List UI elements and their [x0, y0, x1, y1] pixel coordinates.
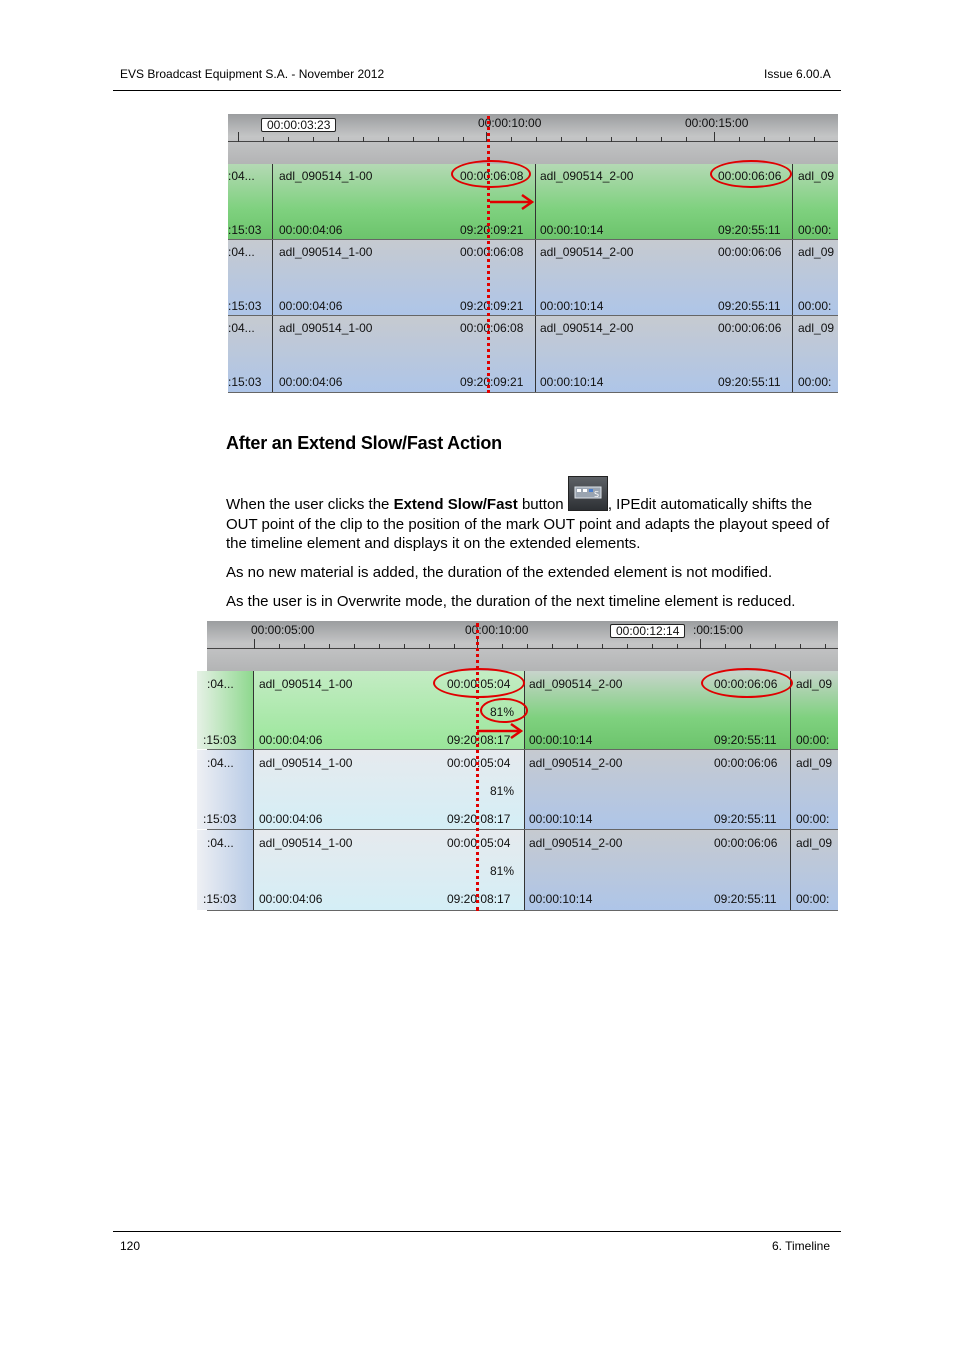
current-time-box[interactable]: 00:00:12:14 — [610, 624, 685, 638]
clip-name: adl_090514_2-00 — [540, 321, 634, 335]
timeline-clip-2[interactable] — [524, 830, 791, 910]
clip-duration: 00:00:06:06 — [714, 756, 778, 770]
clip-tc-out: 09:20:08:17 — [447, 812, 511, 826]
video-track — [203, 830, 838, 911]
clip-duration: 00:00:06:06 — [718, 321, 782, 335]
clip-tc-in: 00:00:04:06 — [259, 733, 323, 747]
clip-name: adl_090514_2-00 — [540, 169, 634, 183]
clip-tc-out: 09:20:08:17 — [447, 733, 511, 747]
next-clip[interactable]: adl_09 00:00: — [790, 671, 851, 749]
ruler-label: 00:00:05:00 — [251, 623, 315, 637]
clip-duration: 00:00:06:06 — [718, 245, 782, 259]
clip-tc-in: 00:00:10:14 — [529, 733, 593, 747]
timeline-figure-after — [203, 621, 838, 911]
ruler-label: 00:00:10:00 — [478, 116, 542, 130]
clip-duration: 00:00:06:06 — [714, 677, 778, 691]
clip-tc-in: 00:00:10:14 — [529, 892, 593, 906]
clip-tc-in: 00:00:04:06 — [279, 223, 343, 237]
clip-name: adl_090514_2-00 — [529, 836, 623, 850]
timeline-ruler — [228, 114, 838, 164]
clip-duration: 00:00:06:08 — [460, 321, 524, 335]
highlight-ring — [433, 668, 525, 698]
next-clip[interactable]: adl_09 00:00: — [792, 164, 853, 239]
timeline-clip-2[interactable] — [535, 316, 793, 392]
footer-chapter: 6. Timeline — [772, 1239, 831, 1253]
clip-tc-out: 09:20:09:21 — [460, 299, 524, 313]
clip-tc-out: 09:20:09:21 — [460, 223, 524, 237]
clip-duration: 00:00:06:06 — [714, 836, 778, 850]
clip-name: adl_090514_2-00 — [529, 756, 623, 770]
mark-out-cursor — [487, 116, 490, 393]
clip-tc-in: 00:00:10:14 — [540, 299, 604, 313]
clip-duration: 00:00:06:08 — [460, 245, 524, 259]
next-clip[interactable]: adl_09 00:00: — [792, 240, 853, 315]
clip-tc-in: 00:00:04:06 — [279, 375, 343, 389]
header-company: EVS Broadcast Equipment S.A. - November 2012 — [120, 67, 385, 81]
highlight-ring — [480, 698, 528, 723]
timeline-clip-1-extended[interactable] — [253, 830, 525, 910]
previous-clip[interactable]: :04... :15:03 — [228, 169, 262, 237]
shift-arrow-icon — [488, 192, 538, 212]
video-track — [203, 750, 838, 830]
clip-tc-in: 00:00:04:06 — [259, 812, 323, 826]
clip-tc-out: 09:20:09:21 — [460, 375, 524, 389]
clip-name: adl_090514_1-00 — [279, 245, 373, 259]
previous-clip[interactable]: :04... :15:03 — [197, 671, 253, 749]
ruler-label: 00:00:10:00 — [465, 623, 529, 637]
timeline-clip-1[interactable] — [272, 240, 535, 315]
clip-name: adl_090514_1-00 — [259, 756, 353, 770]
clip-duration: 00:00:05:04 — [447, 756, 511, 770]
timeline-clip-1[interactable] — [272, 316, 535, 392]
highlight-ring — [451, 160, 531, 188]
clip-tc-in: 00:00:10:14 — [540, 223, 604, 237]
clip-tc-out: 09:20:55:11 — [714, 812, 777, 826]
svg-text:S: S — [593, 490, 599, 499]
clip-tc-out: 09:20:08:17 — [447, 892, 511, 906]
clip-tc-out: 09:20:55:11 — [718, 375, 781, 389]
footer-rule — [113, 1231, 841, 1232]
next-clip[interactable]: adl_09 00:00: — [790, 830, 851, 910]
ruler-label: 00:00:15:00 — [685, 116, 749, 130]
clip-name: adl_090514_1-00 — [259, 677, 353, 691]
clip-tc-in: 00:00:10:14 — [529, 812, 593, 826]
header-rule — [113, 90, 841, 91]
video-track — [228, 240, 838, 316]
video-track — [228, 316, 838, 393]
next-clip[interactable]: adl_09 00:00: — [790, 750, 851, 829]
previous-clip[interactable]: :04... :15:03 — [197, 750, 253, 829]
playout-speed: 81% — [490, 864, 515, 878]
clip-duration: 00:00:05:04 — [447, 836, 511, 850]
timeline-ruler — [207, 621, 838, 671]
previous-clip[interactable]: :04... :15:03 — [197, 830, 253, 910]
clip-tc-out: 09:20:55:11 — [718, 299, 781, 313]
clip-duration: 00:00:05:04 — [447, 677, 511, 691]
clip-name: adl_090514_2-00 — [540, 245, 634, 259]
clip-name: adl_090514_1-00 — [259, 836, 353, 850]
playout-speed: 81% — [490, 705, 515, 719]
paragraph-2: As no new material is added, the duration of the extended element is not modified. — [226, 564, 773, 581]
clip-tc-out: 09:20:55:11 — [718, 223, 781, 237]
clip-tc-in: 00:00:04:06 — [279, 299, 343, 313]
paragraph-3: As the user is in Overwrite mode, the duration of the next timeline element is reduced. — [226, 593, 796, 610]
playout-speed: 81% — [490, 784, 515, 798]
current-time-box[interactable]: 00:00:03:23 — [261, 118, 336, 132]
clip-name: adl_090514_1-00 — [279, 169, 373, 183]
clip-name: adl_090514_2-00 — [529, 677, 623, 691]
clip-tc-in: 00:00:04:06 — [259, 892, 323, 906]
mark-out-cursor — [476, 623, 479, 911]
timeline-clip-2[interactable] — [535, 240, 793, 315]
highlight-ring — [710, 160, 792, 188]
timeline-figure-before — [228, 114, 838, 393]
clip-duration: 00:00:06:08 — [460, 169, 524, 183]
extend-slow-fast-label: Extend Slow/Fast — [393, 496, 518, 513]
section-heading: After an Extend Slow/Fast Action — [226, 433, 502, 453]
previous-clip[interactable]: :04... :15:03 — [228, 245, 262, 313]
clip-duration: 00:00:06:06 — [718, 169, 782, 183]
clip-tc-in: 00:00:10:14 — [540, 375, 604, 389]
paragraph-1: When the user clicks the Extend Slow/Fast button S , IPEdit automatically shifts the OUT point of the clip to the position of the mark OUT point and adapts the playout speed of the timeline element and displays it on the extended elements. — [226, 475, 841, 534]
timeline-clip-2[interactable] — [524, 750, 791, 829]
ruler-label: :00:15:00 — [693, 623, 744, 637]
clip-tc-out: 09:20:55:11 — [714, 733, 777, 747]
clip-tc-out: 09:20:55:11 — [714, 892, 777, 906]
extend-slow-fast-button-icon — [568, 476, 608, 511]
page-number: 120 — [120, 1239, 141, 1253]
previous-clip[interactable]: :04... :15:03 — [228, 321, 262, 389]
timeline-clip-1-extended[interactable] — [253, 750, 525, 829]
next-clip[interactable]: adl_09 00:00: — [792, 316, 853, 392]
header-issue: Issue 6.00.A — [764, 67, 831, 81]
clip-name: adl_090514_1-00 — [279, 321, 373, 335]
highlight-ring — [701, 668, 793, 698]
shift-arrow-icon — [475, 721, 527, 741]
